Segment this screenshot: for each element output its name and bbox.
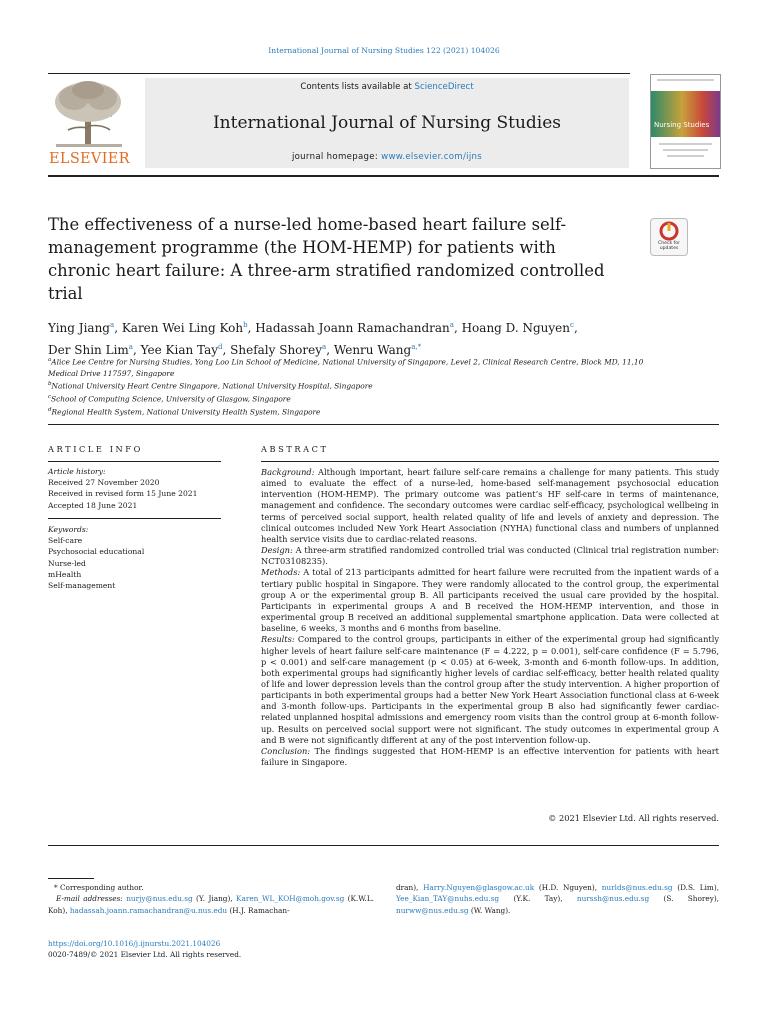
homepage-prefix: journal homepage: <box>291 152 382 162</box>
author-name: Shefaly Shorey <box>230 343 323 357</box>
affiliation-rule <box>48 424 719 425</box>
email-owner: (D.S. Lim), <box>672 883 719 892</box>
abstract-paragraph <box>261 634 719 746</box>
abstract-section-label: Methods: <box>261 567 301 578</box>
email-owner: (K.W.L. Koh), <box>48 894 374 915</box>
abstract-section-text: The findings suggested that HOM-HEMP is an effective intervention for patients with heart failure in Singapore. <box>261 745 719 768</box>
email-link[interactable]: Harry.Nguyen@glasgow.ac.uk <box>423 883 535 892</box>
abstract-section-label: Results: <box>261 634 295 645</box>
email-owner: dran), <box>396 883 424 892</box>
elsevier-logo[interactable] <box>48 78 130 166</box>
email-owner: (S. Shorey), <box>649 894 719 904</box>
check-updates-icon <box>651 219 687 241</box>
author-name: Der Shin Lim <box>48 343 129 357</box>
affiliation-item <box>48 379 648 392</box>
author-name: Wenru Wang <box>333 343 412 357</box>
keyword: mHealth <box>48 569 82 579</box>
keywords-label: Keywords: <box>48 525 89 534</box>
keyword: Self-management <box>48 581 116 591</box>
contents-line <box>145 82 629 92</box>
email-link[interactable]: nurssh@nus.edu.sg <box>576 894 650 904</box>
email-link[interactable]: Karen_WL_KOH@moh.gov.sg <box>236 894 345 904</box>
author-separator: , <box>247 321 256 335</box>
article-history <box>48 466 228 511</box>
abstract-section-label: Background: <box>261 467 315 477</box>
doi-link[interactable]: https://doi.org/10.1016/j.ijnurstu.2021.104026 <box>48 939 221 948</box>
journal-cover-thumbnail[interactable] <box>650 74 721 169</box>
elsevier-tree-icon <box>48 78 130 150</box>
author-separator: , <box>114 321 122 335</box>
journal-name: International Journal of Nursing Studies <box>212 113 562 133</box>
email-label: E-mail addresses: <box>56 894 123 904</box>
author-name: Karen Wei Ling Koh <box>121 321 244 335</box>
journal-citation[interactable]: International Journal of Nursing Studies 122 (2021) 104026 <box>268 46 500 55</box>
email-owner: (W. Wang). <box>468 905 511 915</box>
abstract-paragraph <box>261 567 719 634</box>
email-owner: (Y. Jiang), <box>192 894 237 904</box>
author-affiliation-ref[interactable]: a <box>449 321 454 329</box>
abstract-paragraph <box>261 545 719 567</box>
footnote-rule <box>48 878 94 879</box>
contents-prefix: Contents lists available at <box>300 82 415 92</box>
author-name: Yee Kian Tay <box>140 343 219 357</box>
check-for-updates-button[interactable] <box>650 218 688 256</box>
article-title: The effectiveness of a nurse-led home-based heart failure self-management programme (the HOM-HEMP) for patients with chronic heart failure: A three-arm stratified randomized controlled trial <box>48 215 605 303</box>
abstract-section-text: A three-arm stratified randomized controlled trial was conducted (Clinical trial registration number: NCT03108235). <box>261 545 719 567</box>
affiliation-text: Regional Health System, National University Health System, Singapore <box>51 407 321 417</box>
cover-journal-title: Nursing Studies <box>654 121 710 129</box>
check-updates-label: Check for updates <box>658 241 680 251</box>
email-owner: (H.D. Nguyen), <box>534 883 602 892</box>
author-separator: , <box>132 343 141 357</box>
history-label: Article history: <box>48 467 106 476</box>
author-affiliation-ref[interactable]: c <box>570 321 574 329</box>
abstract-paragraph <box>261 746 719 768</box>
email-link[interactable]: nurlds@nus.edu.sg <box>601 883 673 892</box>
journal-homepage <box>145 152 629 162</box>
author-affiliation-ref[interactable]: d <box>218 343 223 351</box>
author-affiliation-ref[interactable]: a <box>128 343 133 351</box>
copyright-line: © 2021 Elsevier Ltd. All rights reserved. <box>548 813 719 823</box>
email-addresses-right <box>396 882 719 916</box>
footnote-left <box>48 882 374 916</box>
article-info-rule <box>48 461 221 462</box>
sciencedirect-link[interactable]: ScienceDirect <box>414 82 474 92</box>
keyword: Self-care <box>48 536 83 546</box>
keyword: Nurse-led <box>48 558 86 568</box>
abstract-paragraph <box>261 467 719 545</box>
email-link[interactable]: Yee_Kian_TAY@nuhs.edu.sg <box>396 894 500 904</box>
abstract-rule <box>261 461 719 462</box>
abstract-section-text: Although important, heart failure self-care remains a challenge for many patients. This study aimed to evaluate the effect of a nurse-led, home-based self-management psychosocial education intervention (HOM-HEMP). The primary outcome was patient’s HF self-care in terms of maintenance, management and confidence. The secondary outcomes were cardiac self-efficacy, psychological wellbeing in terms of perceived social support, health related quality of life and levels of anxiety and depression. The clinical outcomes included New York Heart Association (NYHA) functional class and numbers of unplanned health service visits due to cardiac-related reasons. <box>261 467 719 544</box>
author-affiliation-ref[interactable]: a,* <box>411 343 422 351</box>
email-link[interactable]: nurjy@nus.edu.sg <box>126 894 193 904</box>
author-affiliation-ref[interactable]: b <box>243 321 248 329</box>
keywords-list <box>48 535 228 591</box>
affiliation-text: School of Computing Science, University of Glasgow, Singapore <box>51 394 291 404</box>
keywords-rule <box>48 518 221 519</box>
history-dates <box>48 477 228 511</box>
author-name: Hadassah Joann Ramachandran <box>255 321 450 335</box>
email-link[interactable]: hadassah.joann.ramachandran@u.nus.edu <box>69 905 228 915</box>
abstract-body <box>261 467 719 768</box>
abstract-bottom-rule <box>48 845 719 846</box>
affiliation-marker: b <box>48 381 52 388</box>
header-bottom-rule <box>48 175 719 177</box>
history-date: Accepted 18 June 2021 <box>48 500 138 510</box>
author-name: Hoang D. Nguyen <box>461 321 571 335</box>
abstract-section-text: Compared to the control groups, participants in either of the experimental group had significantly higher levels of heart failure self-care maintenance (F = 4.222, p = 0.001), self-care confidence (F = 5.796, p < 0.001) and self-care management (p < 0.05) at 6-week, 3-month and 6-month follow-ups. In addition, both experimental groups had significantly higher levels of cardiac self-efficacy, better health related quality of life and lower depression levels than the control group after the study intervention. A higher proportion of participants in both experimental groups had a better New York Heart Association functional class at 6-week and 3-month follow-ups. Participants in the experimental group B also had significantly fewer cardiac-related unplanned hospital admissions and emergency room visits than the control group at 6-month follow-up. Results on perceived social support were not significant. The study outcomes in experimental group A and B were not significantly different at any of the post intervention follow-up. <box>261 634 719 745</box>
homepage-link[interactable]: www.elsevier.com/ijns <box>381 152 483 162</box>
keyword: Psychosocial educational <box>48 547 145 557</box>
article-info-heading: ARTICLE INFO <box>48 444 143 454</box>
abstract-heading: ABSTRACT <box>261 444 329 454</box>
affiliation-marker: c <box>48 393 52 400</box>
email-owner: (Y.K. Tay), <box>499 894 577 904</box>
issn-line: 0020-7489/© 2021 Elsevier Ltd. All rights reserved. <box>48 950 242 959</box>
affiliation-marker: d <box>48 406 52 413</box>
affiliation-item <box>48 392 648 405</box>
email-addresses-left <box>48 893 374 916</box>
abstract-section-text: A total of 213 participants admitted for heart failure were recruited from the inpatient wards of a tertiary public hospital in Singapore. They were randomly allocated to the control group, the experimental group A or the experimental group B. All participants received the usual care provided by the hospital. Participants in experimental groups A and B received the HOM-HEMP intervention, and those in experimental group B received an additional supplemental smartphone application. Data were collected at baseline, 6 weeks, 3 months and 6 months from baseline. <box>261 567 719 634</box>
email-owner: (H.J. Ramachan- <box>227 905 290 915</box>
author-separator: , <box>453 321 462 335</box>
affiliation-text: National University Heart Centre Singapore, National University Hospital, Singapore <box>51 381 373 391</box>
author-separator: , <box>573 321 578 335</box>
elsevier-wordmark: ELSEVIER <box>49 151 130 167</box>
abstract-section-label: Conclusion: <box>261 745 311 756</box>
abstract-section-label: Design: <box>261 545 293 556</box>
author-separator: , <box>222 343 231 357</box>
header-top-rule <box>48 73 630 74</box>
author-list <box>48 316 638 360</box>
affiliation-marker: a <box>48 357 52 363</box>
history-date: Received 27 November 2020 <box>48 478 160 488</box>
affiliation-item <box>48 355 648 379</box>
affiliation-list <box>48 355 648 417</box>
affiliation-item <box>48 405 648 418</box>
email-link[interactable]: nurww@nus.edu.sg <box>396 905 469 915</box>
author-affiliation-ref[interactable]: a <box>322 343 327 351</box>
history-date: Received in revised form 15 June 2021 <box>48 489 198 499</box>
affiliation-text: Alice Lee Centre for Nursing Studies, Yong Loo Lin School of Medicine, National University of Singapore, Level 2, Clinical Research Centre, Block MD, 11,10 Medical Drive 117597, Singapore <box>48 357 644 378</box>
keywords-block <box>48 524 228 591</box>
author-separator: , <box>326 343 334 357</box>
author-name: Ying Jiang <box>48 321 110 335</box>
corresponding-author-note: * Corresponding author. <box>54 883 144 892</box>
author-affiliation-ref[interactable]: a <box>110 321 115 329</box>
